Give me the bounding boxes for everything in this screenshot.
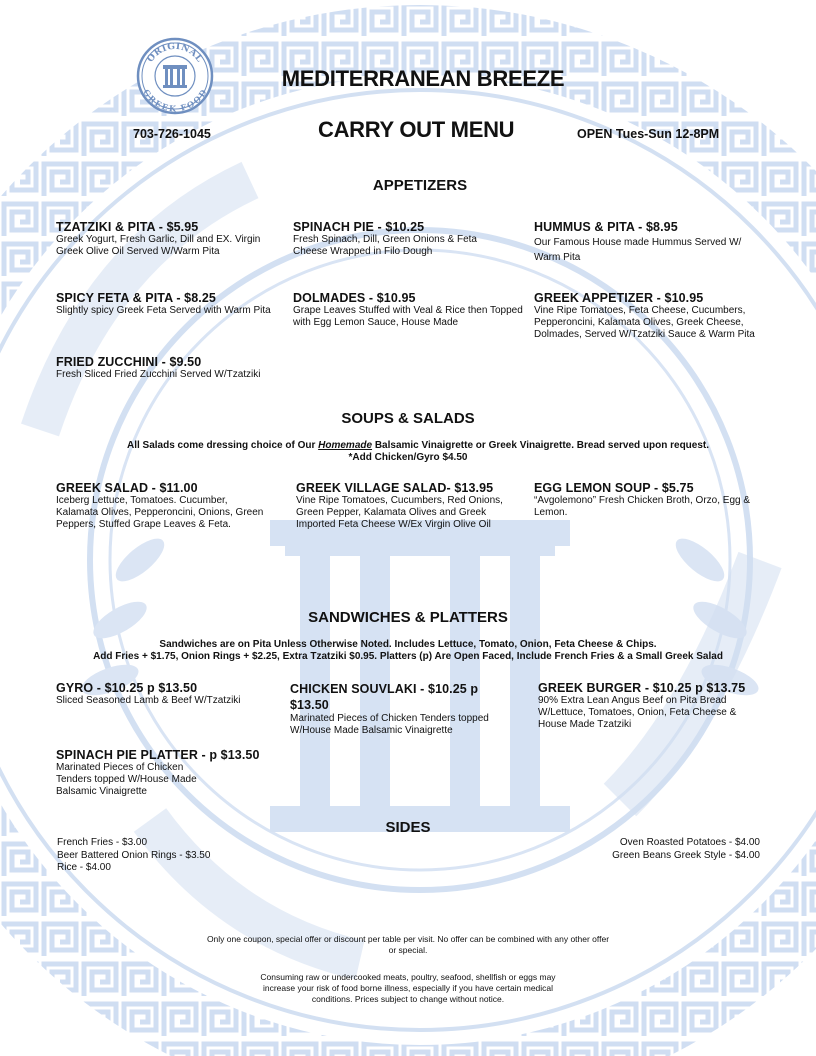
menu-item [534,291,766,341]
phone-number: 703-726-1045 [133,127,211,141]
hours: OPEN Tues-Sun 12-8PM [577,127,720,141]
item-desc: Marinated Pieces of Chicken Tenders topped W/House Made Balsamic Vinaigrette [56,762,197,797]
section-title-appetizers: APPETIZERS [372,177,468,194]
side-item: Beer Battered Onion Rings - $3.50 [57,849,211,861]
menu-item [290,681,500,737]
item-name: SPICY FETA & PITA - $8.25 [56,291,216,305]
warning-text: Consuming raw or undercooked meats, poultry, seafood, shellfish or eggs may increase your risk of food borne illness, especially if you have certain medical conditions. Prices subject to change without notice. [260,972,556,1004]
item-desc: Slightly spicy Greek Feta Served with Warm Pita [56,305,271,316]
item-name: GREEK BURGER - $10.25 p $13.75 [538,681,746,695]
menu-item [534,220,764,265]
menu-item [293,220,508,258]
menu-item [538,681,760,731]
item-name: GREEK VILLAGE SALAD- $13.95 [296,481,494,495]
menu-item [534,481,754,519]
item-desc: Our Famous House made Hummus Served W/ Warm Pita [534,237,742,263]
item-desc: Fresh Sliced Fried Zucchini Served W/Tzatziki [56,369,261,380]
note-emphasis: Homemade [318,440,373,451]
restaurant-name: MEDITERRANEAN BREEZE [281,66,565,91]
menu-item [56,355,296,381]
sides-left-list [57,837,210,875]
item-name: GREEK SALAD - $11.00 [56,481,198,495]
item-name: FRIED ZUCCHINI - $9.50 [56,355,202,369]
item-name: SPINACH PIE - $10.25 [293,220,425,234]
item-desc: Marinated Pieces of Chicken Tenders topped W/House Made Balsamic Vinaigrette [290,713,489,736]
item-name: GYRO - $10.25 p $13.50 [56,681,198,695]
note-text: Balsamic Vinaigrette or Greek Vinaigrette. Bread served upon request. [372,440,710,451]
item-desc: Fresh Spinach, Dill, Green Onions & Feta Cheese Wrapped in Filo Dough [293,234,477,257]
salad-dressing-note [10,440,816,452]
menu-item [296,481,524,531]
item-desc: “Avgolemono” Fresh Chicken Broth, Orzo, Egg & Lemon. [534,495,751,518]
section-title-soups-salads: SOUPS & SALADS [341,410,475,427]
sandwich-note-1: Sandwiches are on Pita Unless Otherwise Noted. Includes Lettuce, Tomato, Onion, Feta Cheese & Chips. [159,639,657,650]
item-desc: Sliced Seasoned Lamb & Beef W/Tzatziki [56,695,241,706]
food-safety-warning [0,972,816,1005]
coupon-text: Only one coupon, special offer or discount per table per visit. No offer can be combined with any other offer or special. [206,934,610,955]
item-desc: 90% Extra Lean Angus Beef on Pita Bread W/Lettuce, Tomatoes, Onion, Feta Cheese & House Made Tzatziki [538,695,737,730]
menu-title: CARRY OUT MENU [318,117,515,142]
add-protein-note: *Add Chicken/Gyro $4.50 [348,452,468,463]
item-desc: Vine Ripe Tomatoes, Cucumbers, Red Onions, Green Pepper, Kalamata Olives and Greek Imported Feta Cheese W/Ex Virgin Olive Oil [296,495,503,530]
sides-right-list [612,837,760,862]
logo-text-bottom: GREEK FOOD [141,87,209,114]
menu-item [56,220,281,258]
item-desc: Iceberg Lettuce, Tomatoes. Cucumber, Kalamata Olives, Pepperoncini, Onions, Green Peppers, Stuffed Grape Leaves & Feta. [56,495,264,530]
side-item: Rice - $4.00 [57,862,111,873]
sandwich-note-2: Add Fries + $1.75, Onion Rings + $2.25, Extra Tzatziki $0.95. Platters (p) Are Open Faced, Include French Fries & a Small Greek Salad [93,651,723,662]
side-item: French Fries - $3.00 [57,837,148,848]
item-name: CHICKEN SOUVLAKI - $10.25 p $13.50 [290,682,479,712]
coupon-disclaimer [0,934,816,956]
item-name: GREEK APPETIZER - $10.95 [534,291,704,305]
item-name: SPINACH PIE PLATTER - p $13.50 [56,748,260,762]
side-item: Oven Roasted Potatoes - $4.00 [619,837,760,848]
item-desc: Grape Leaves Stuffed with Veal & Rice then Topped with Egg Lemon Sauce, House Made [293,305,523,328]
menu-item [293,291,528,329]
menu-item [56,748,281,798]
menu-item [56,291,281,317]
menu-item [56,681,281,707]
section-title-sides: SIDES [385,819,431,836]
item-name: DOLMADES - $10.95 [293,291,416,305]
item-name: HUMMUS & PITA - $8.95 [534,220,678,234]
item-desc: Greek Yogurt, Fresh Garlic, Dill and EX. Virgin Greek Olive Oil Served W/Warm Pita [56,234,261,257]
item-name: TZATZIKI & PITA - $5.95 [56,220,199,234]
item-name: EGG LEMON SOUP - $5.75 [534,481,694,495]
item-desc: Vine Ripe Tomatoes, Feta Cheese, Cucumbers, Pepperoncini, Kalamata Olives, Greek Cheese, Dolmades, Served W/Tzatziki Sauce & Warm Pita [534,305,755,340]
section-title-sandwiches: SANDWICHES & PLATTERS [308,609,508,626]
note-text: All Salads come dressing choice of Our [126,440,319,451]
side-item: Green Beans Greek Style - $4.00 [612,849,760,861]
menu-item [56,481,266,531]
logo-text-top: ORIGINAL [145,41,205,65]
